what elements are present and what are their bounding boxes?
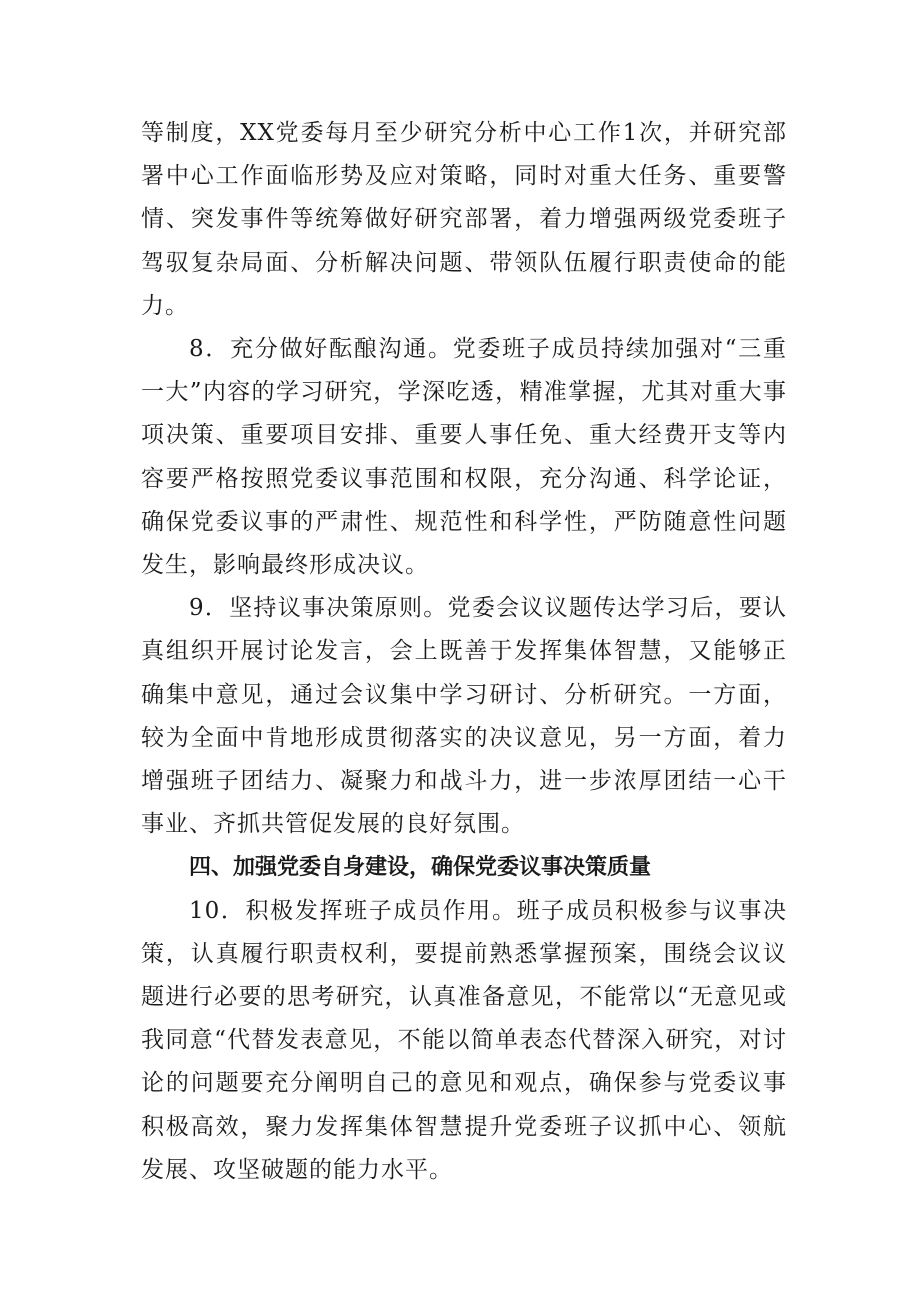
paragraph-item-8: 8．充分做好酝酿沟通。党委班子成员持续加强对“三重一大”内容的学习研究，学深吃透，精准掌握，尤其对重大事项决策、重要项目安排、重要人事任免、重大经费开支等内容要严格按照党委议事范围和权限，充分沟通、科学论证，确保党委议事的严肃性、规范性和科学性，严防随意性问题发生，影响最终形成决议。 [141,336,787,579]
paragraph-item-10: 10．积极发挥班子成员作用。班子成员积极参与议事决策，认真履行职责权利，要提前熟悉掌握预案，围绕会议议题进行必要的思考研究，认真准备意见，不能常以“无意见或我同意“代替发表意见，不能以简单表态代替深入研究，对讨论的问题要充分阐明自己的意见和观点，确保参与党委议事积极高效，聚力发挥集体智慧提升党委班子议抓中心、领航发展、攻坚破题的能力水平。 [141,897,787,1183]
paragraph-continuation: 等制度，XX党委每月至少研究分析中心工作1次，并研究部署中心工作面临形势及应对策略，同时对重大任务、重要警情、突发事件等统筹做好研究部署，着力增强两级党委班子驾驭复杂局面、分析解决问题、带领队伍履行职责使命的能力。 [141,120,787,319]
section-heading-4: 四、加强党委自身建设，确保党委议事决策质量 [189,855,652,881]
paragraph-item-9: 9．坚持议事决策原则。党委会议议题传达学习后，要认真组织开展讨论发言，会上既善于发挥集体智慧，又能够正确集中意见，通过会议集中学习研讨、分析研究。一方面，较为全面中肯地形成贯彻落实的决议意见，另一方面，着力增强班子团结力、凝聚力和战斗力，进一步浓厚团结一心干事业、齐抓共管促发展的良好氛围。 [141,595,787,838]
document-body [141,112,787,1192]
